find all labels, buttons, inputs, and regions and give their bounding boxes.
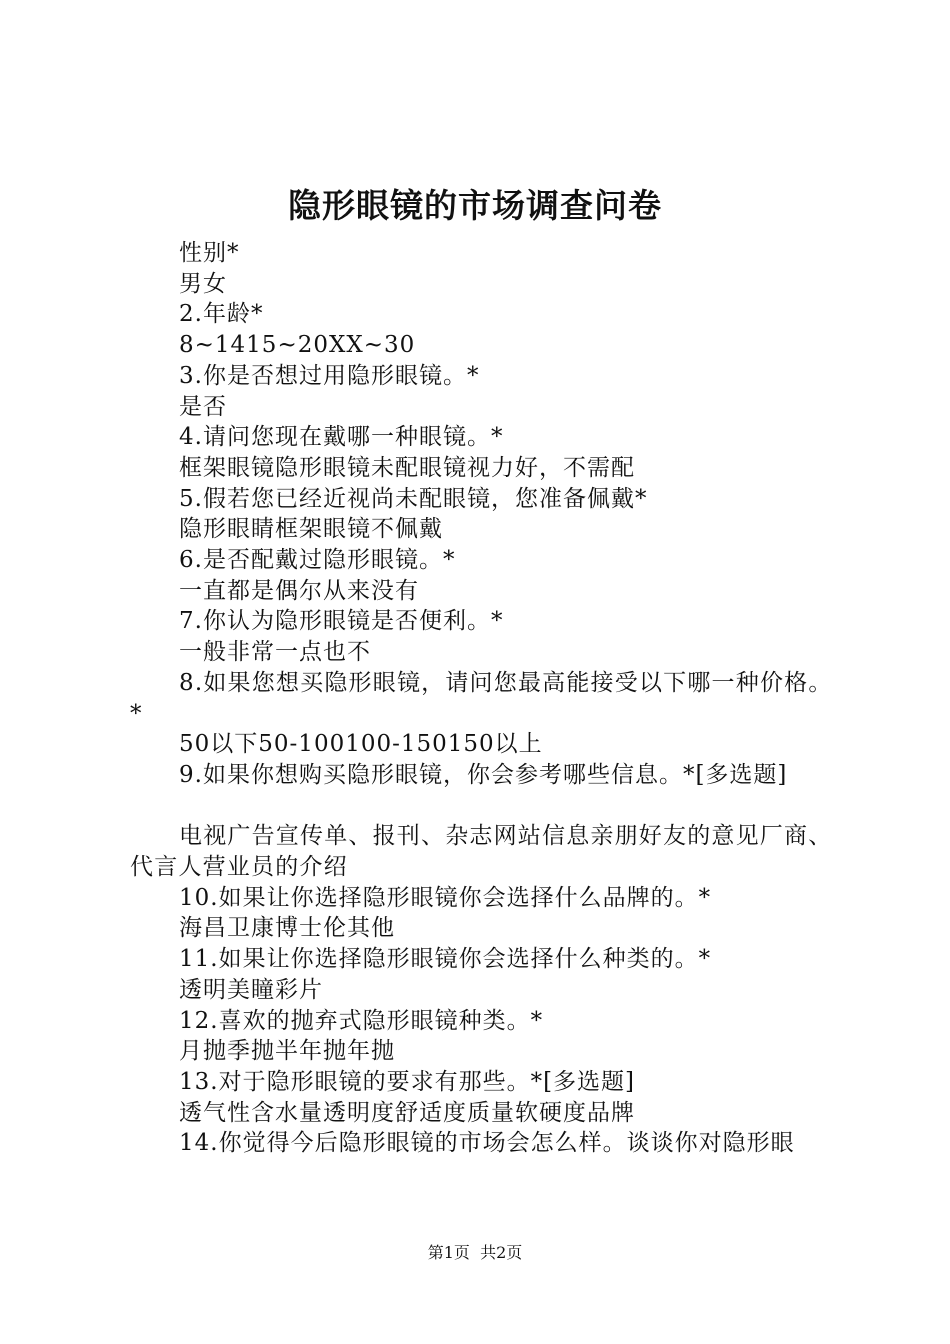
options-3: 是否 (179, 393, 227, 420)
options-9: 电视广告宣传单、报刊、杂志网站信息亲朋好友的意见厂商、代言人营业员的介绍 (130, 823, 833, 881)
options-age: 8~1415~20XX~30 (179, 332, 416, 359)
options-4: 框架眼镜隐形眼镜未配眼镜视力好，不需配 (179, 454, 635, 481)
question-age: 2.年龄* (179, 301, 264, 328)
document-title: 隐形眼镜的市场调查问卷 (288, 186, 662, 225)
question-10: 10.如果让你选择隐形眼镜你会选择什么品牌的。* (179, 884, 712, 911)
question-gender: 性别* (179, 240, 240, 266)
blank-line (130, 791, 835, 822)
options-11: 透明美瞳彩片 (179, 976, 323, 1003)
question-11: 11.如果让你选择隐形眼镜你会选择什么种类的。* (179, 946, 712, 973)
options-6: 一直都是偶尔从来没有 (179, 577, 419, 604)
question-13: 13.对于隐形眼镜的要求有那些。*[多选题] (179, 1068, 636, 1095)
options-13: 透气性含水量透明度舒适度质量软硬度品牌 (179, 1099, 635, 1126)
question-14: 14.你觉得今后隐形眼镜的市场会怎么样。谈谈你对隐形眼 (179, 1130, 795, 1157)
question-7: 7.你认为隐形眼镜是否便利。* (179, 608, 504, 635)
question-9: 9.如果你想购买隐形眼镜，你会参考哪些信息。*[多选题] (179, 761, 788, 788)
question-5: 5.假若您已经近视尚未配眼镜，您准备佩戴* (179, 485, 648, 512)
question-3: 3.你是否想过用隐形眼镜。* (179, 362, 480, 389)
question-6: 6.是否配戴过隐形眼镜。* (179, 547, 456, 574)
question-8: 8.如果您想买隐形眼镜，请问您最高能接受以下哪一种价格。* (130, 669, 833, 727)
question-4: 4.请问您现在戴哪一种眼镜。* (179, 424, 504, 451)
options-5: 隐形眼睛框架眼镜不佩戴 (179, 516, 443, 543)
page-footer: 第1页 共2页 (427, 1243, 523, 1262)
options-gender: 男女 (179, 270, 227, 297)
questionnaire-body (130, 238, 835, 1159)
options-10: 海昌卫康博士伦其他 (179, 915, 395, 942)
options-8: 50以下50-100100-150150以上 (179, 731, 543, 758)
options-12: 月抛季抛半年抛年抛 (179, 1038, 395, 1065)
options-7: 一般非常一点也不 (179, 639, 371, 666)
question-12: 12.喜欢的抛弃式隐形眼镜种类。* (179, 1007, 544, 1034)
